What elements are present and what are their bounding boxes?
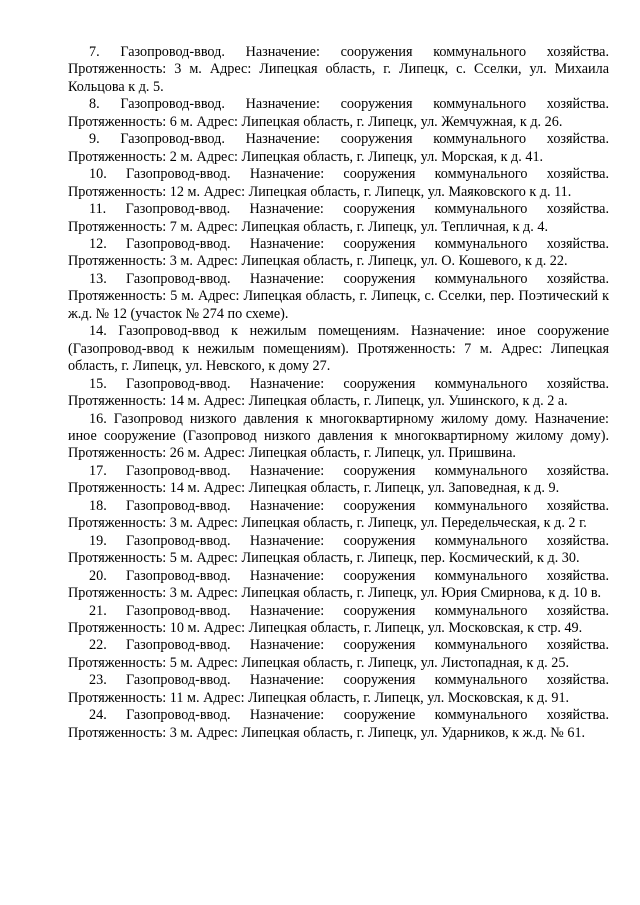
list-item: 19. Газопровод-ввод. Назначение: сооружения коммунального хозяйства. Протяженность: 5 м. Адрес: Липецкая область, г. Липецк, пер. Космический, к д. 30. — [68, 532, 609, 567]
list-item: 16. Газопровод низкого давления к многоквартирному жилому дому. Назначение: иное сооружение (Газопровод низкого давления к многоквартирному жилому дому). Протяженность: 26 м. Адрес: Липецкая область, г. Липецк, ул. Пришвина. — [68, 410, 609, 462]
list-item: 15. Газопровод-ввод. Назначение: сооружения коммунального хозяйства. Протяженность: 14 м. Адрес: Липецкая область, г. Липецк, ул. Ушинского, к д. 2 а. — [68, 375, 609, 410]
list-item: 24. Газопровод-ввод. Назначение: сооружение коммунального хозяйства. Протяженность: 3 м. Адрес: Липецкая область, г. Липецк, ул. Ударников, к ж.д. № 61. — [68, 707, 609, 741]
list-item: 21. Газопровод-ввод. Назначение: сооружения коммунального хозяйства. Протяженность: 10 м. Адрес: Липецкая область, г. Липецк, ул. Московская, к стр. 49. — [68, 602, 609, 636]
list-item: 11. Газопровод-ввод. Назначение: сооружения коммунального хозяйства. Протяженность: 7 м. Адрес: Липецкая область, г. Липецк, ул. Тепличная, к д. 4. — [68, 201, 609, 235]
list-item: 12. Газопровод-ввод. Назначение: сооружения коммунального хозяйства. Протяженность: 3 м. Адрес: Липецкая область, г. Липецк, ул. О. Кошевого, к д. 22. — [68, 235, 609, 270]
list-item: 14. Газопровод-ввод к нежилым помещениям. Назначение: иное сооружение (Газопровод-ввод к нежилым помещениям). Протяженность: 7 м. Адрес: Липецкая область, г. Липецк, ул. Невского, к дому 27. — [68, 323, 609, 375]
list-item: 9. Газопровод-ввод. Назначение: сооружения коммунального хозяйства. Протяженность: 2 м. Адрес: Липецкая область, г. Липецк, ул. Морская, к д. 41. — [68, 131, 609, 165]
list-item: 20. Газопровод-ввод. Назначение: сооружения коммунального хозяйства. Протяженность: 3 м. Адрес: Липецкая область, г. Липецк, ул. Юрия Смирнова, к д. 10 в. — [68, 567, 609, 602]
document-page — [68, 44, 609, 742]
list-item: 18. Газопровод-ввод. Назначение: сооружения коммунального хозяйства. Протяженность: 3 м. Адрес: Липецкая область, г. Липецк, ул. Передельческая, к д. 2 г. — [68, 497, 609, 532]
list-item: 8. Газопровод-ввод. Назначение: сооружения коммунального хозяйства. Протяженность: 6 м. Адрес: Липецкая область, г. Липецк, ул. Жемчужная, к д. 26. — [68, 96, 609, 130]
list-item: 23. Газопровод-ввод. Назначение: сооружения коммунального хозяйства. Протяженность: 11 м. Адрес: Липецкая область, г. Липецк, ул. Московская, к д. 91. — [68, 672, 609, 706]
list-item: 7. Газопровод-ввод. Назначение: сооружения коммунального хозяйства. Протяженность: 3 м. Адрес: Липецкая область, г. Липецк, с. Сселки, ул. Михаила Кольцова к д. 5. — [68, 44, 609, 95]
list-item: 10. Газопровод-ввод. Назначение: сооружения коммунального хозяйства. Протяженность: 12 м. Адрес: Липецкая область, г. Липецк, ул. Маяковского к д. 11. — [68, 166, 609, 200]
list-item: 17. Газопровод-ввод. Назначение: сооружения коммунального хозяйства. Протяженность: 14 м. Адрес: Липецкая область, г. Липецк, ул. Заповедная, к д. 9. — [68, 462, 609, 497]
list-item: 22. Газопровод-ввод. Назначение: сооружения коммунального хозяйства. Протяженность: 5 м. Адрес: Липецкая область, г. Липецк, ул. Листопадная, к д. 25. — [68, 637, 609, 671]
list-item: 13. Газопровод-ввод. Назначение: сооружения коммунального хозяйства. Протяженность: 5 м. Адрес: Липецкая область, г. Липецк, с. Сселки, пер. Поэтический к ж.д. № 12 (участок № 274 по схеме). — [68, 270, 609, 322]
